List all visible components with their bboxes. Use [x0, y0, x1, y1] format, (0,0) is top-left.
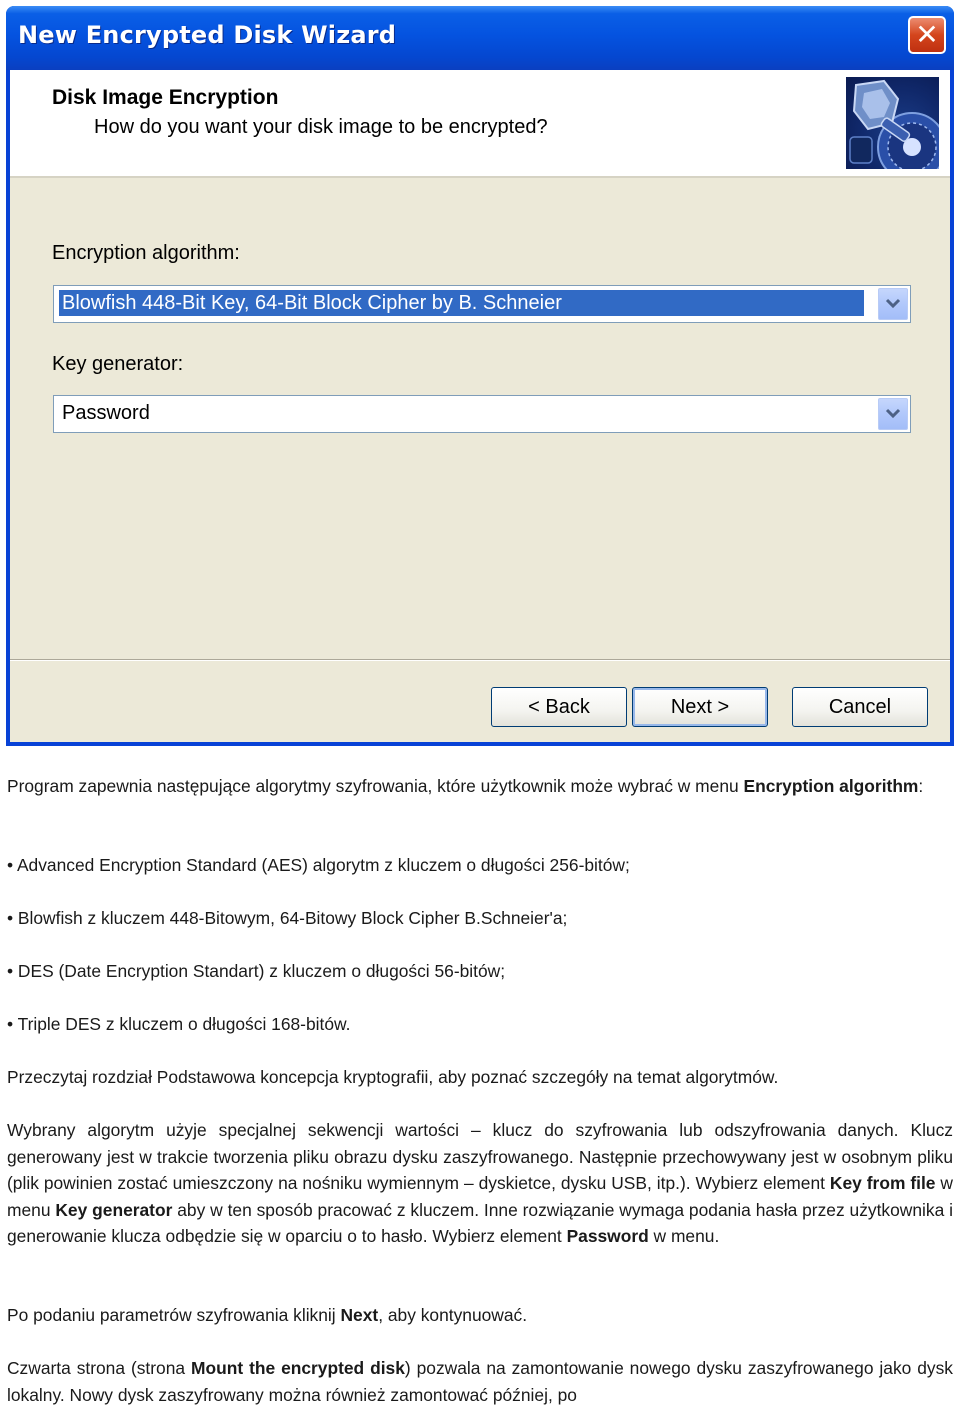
bullet-triple-des: • Triple DES z kluczem o długości 168-bitów.	[7, 1014, 351, 1034]
intro-text: Program zapewnia następujące algorytmy szyfrowania, które użytkownik może wybrać w menu	[7, 776, 744, 796]
page-subtitle: How do you want your disk image to be encrypted?	[94, 116, 548, 138]
key-text-2: w menu	[7, 1173, 953, 1220]
next-paragraph	[7, 1302, 953, 1329]
next-text-1: Po podaniu parametrów szyfrowania kliknij	[7, 1305, 341, 1325]
close-icon[interactable]: ✕	[908, 16, 946, 54]
dialog-client-area	[10, 70, 950, 742]
mount-text-1: Czwarta strona (strona	[7, 1358, 191, 1378]
cancel-button[interactable]: Cancel	[792, 687, 928, 727]
bullet-blowfish: • Blowfish z kluczem 448-Bitowym, 64-Bitowy Block Cipher B.Schneier'a;	[7, 908, 568, 928]
back-button[interactable]: < Back	[491, 687, 627, 727]
wizard-header	[10, 70, 950, 178]
key-text-1: Wybrany algorytm użyje specjalnej sekwencji wartości – klucz do szyfrowania lub odszyfrowania danych. Klucz generowany jest w trakcie tworzenia pliku obrazu dysku zaszyfrowanego. Następnie przechowywany jest w osobnym pliku (plik powinien zostać umieszczony na nośniku wymiennym – dyskietce, dysku USB, itp.). Wybierz element	[7, 1120, 953, 1193]
title-bar[interactable]	[6, 6, 954, 70]
intro-colon: :	[918, 776, 924, 796]
key-text-3: aby w ten sposób pracować z kluczem. Inne rozwiązanie wymaga podania hasła przez użytkownika i generowanie klucza odbędzie się w oparciu o to hasło. Wybierz element	[7, 1199, 953, 1246]
next-button[interactable]: Next >	[632, 687, 768, 727]
next-text-2: , aby kontynuować.	[378, 1305, 528, 1325]
key-generator-select[interactable]	[53, 395, 911, 433]
wizard-keys-logo-icon	[846, 77, 939, 169]
bullet-aes: • Advanced Encryption Standard (AES) algorytm z kluczem o długości 256-bitów;	[7, 855, 630, 875]
wizard-window	[6, 6, 954, 746]
key-generator-label: Key generator:	[52, 353, 184, 375]
key-generator-term: Key generator	[55, 1199, 173, 1220]
key-generator-value: Password	[62, 402, 150, 424]
key-from-file-term: Key from file	[829, 1173, 936, 1193]
window-title: New Encrypted Disk Wizard	[18, 21, 397, 49]
intro-paragraph	[7, 773, 953, 800]
chevron-down-icon[interactable]	[878, 398, 908, 430]
mount-term: Mount the encrypted disk	[191, 1358, 405, 1378]
page-title: Disk Image Encryption	[52, 86, 279, 109]
chevron-down-icon[interactable]	[878, 288, 908, 320]
mount-paragraph	[7, 1355, 953, 1408]
key-paragraph	[7, 1117, 953, 1250]
encryption-algorithm-value: Blowfish 448-Bit Key, 64-Bit Block Cipher by B. Schneier	[59, 290, 864, 316]
key-text-4: w menu.	[648, 1226, 720, 1246]
read-more-paragraph: Przeczytaj rozdział Podstawowa koncepcja kryptografii, aby poznać szczegóły na temat algorytmów.	[7, 1067, 779, 1087]
next-term: Next	[340, 1305, 379, 1325]
bullet-des: • DES (Date Encryption Standart) z kluczem o długości 56-bitów;	[7, 961, 506, 981]
encryption-algorithm-select[interactable]	[53, 285, 911, 323]
button-divider	[10, 659, 950, 661]
password-term: Password	[566, 1226, 649, 1246]
mount-text-2: ) pozwala na zamontowanie nowego dysku zaszyfrowanego jako dysk lokalny. Nowy dysk zaszyfrowany można również zamontować później, po	[7, 1358, 953, 1405]
intro-menu-name: Encryption algorithm	[743, 776, 919, 796]
encryption-algorithm-label: Encryption algorithm:	[52, 242, 240, 264]
